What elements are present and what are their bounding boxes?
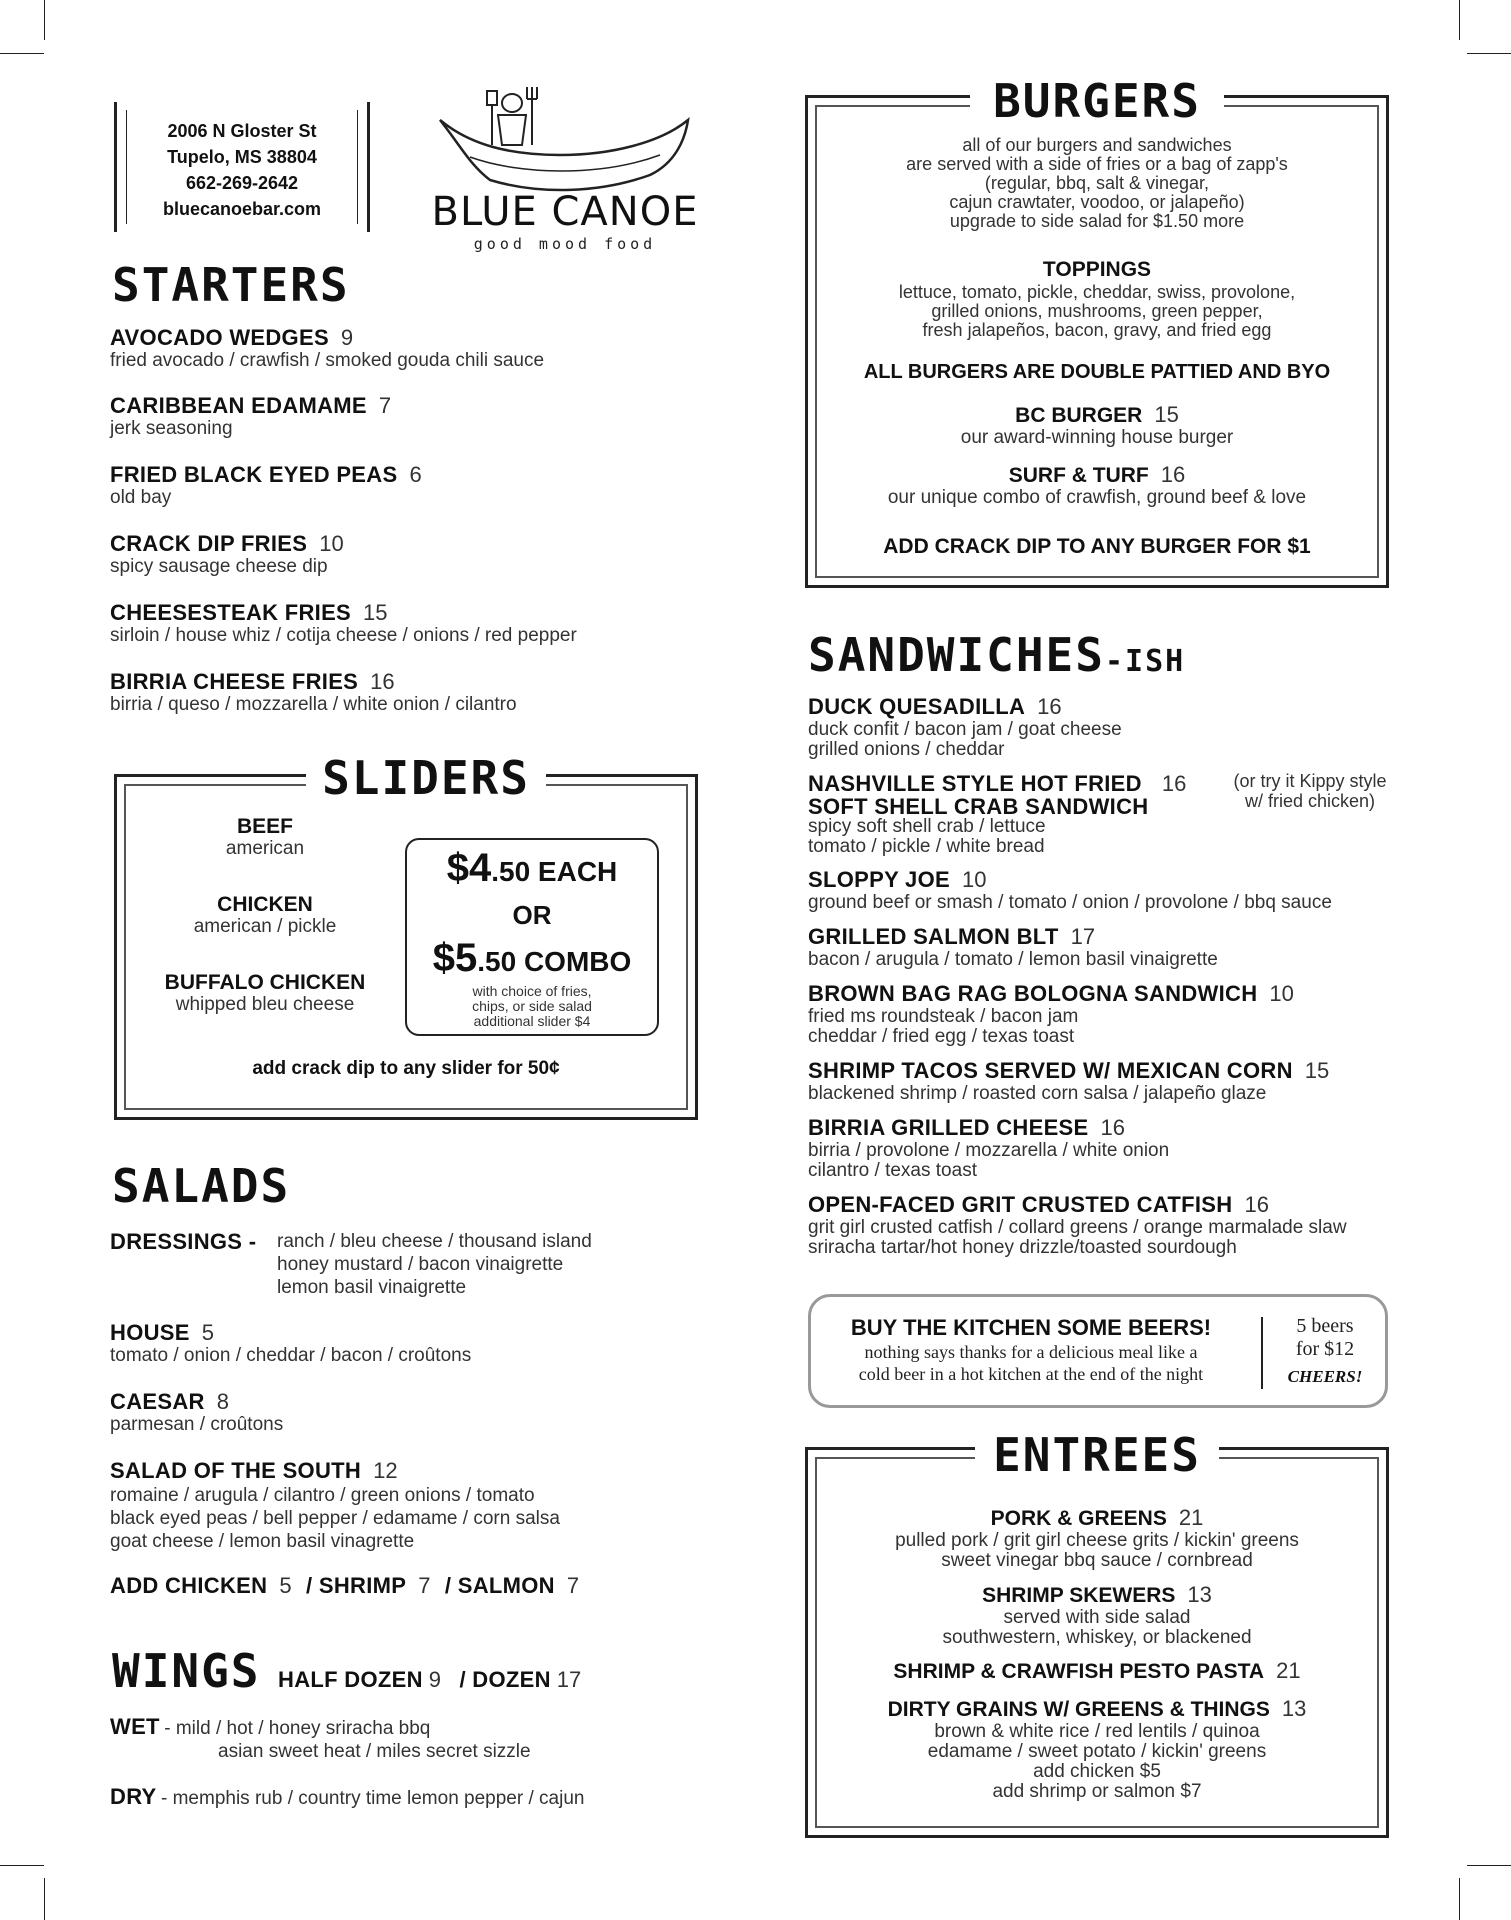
list-item	[110, 393, 391, 439]
dry-label: DRY	[110, 1784, 157, 1809]
item-desc: fried ms roundsteak / bacon jam	[808, 1006, 1079, 1027]
item-desc: bacon / arugula / tomato / lemon basil vinaigrette	[808, 949, 1218, 970]
kippy-note-line: (or try it Kippy style	[1233, 771, 1387, 791]
wings-half: HALF DOZEN	[278, 1667, 423, 1692]
beers-line: nothing says thanks for a delicious meal like a	[864, 1342, 1198, 1362]
item-name: CHEESESTEAK FRIES	[110, 600, 352, 625]
add-chicken-price: 5	[279, 1573, 292, 1598]
list-item	[808, 694, 1122, 760]
list-item	[110, 325, 544, 371]
item-desc: black eyed peas / bell pepper / edamame / corn salsa	[110, 1508, 560, 1529]
wet-flavors: - mild / hot / honey sriracha bbq	[164, 1718, 431, 1739]
item-name: SHRIMP & CRAWFISH PESTO PASTA	[893, 1660, 1265, 1683]
address-website[interactable]: bluecanoebar.com	[162, 199, 322, 219]
item-desc: sweet vinegar bbq sauce / cornbread	[941, 1550, 1253, 1571]
intro-line: are served with a side of fries or a bag of zapp's	[906, 154, 1288, 174]
wings-half-price: 9	[428, 1667, 442, 1692]
salads-title: SALADS	[112, 1159, 291, 1213]
item-desc: add shrimp or salmon $7	[992, 1781, 1202, 1802]
wings-wet	[110, 1714, 430, 1740]
list-item	[808, 981, 1294, 1047]
item-price: 8	[216, 1389, 229, 1414]
address-phone[interactable]: 662-269-2642	[185, 173, 299, 193]
sandwiches-heading	[808, 628, 1186, 682]
dressing-line: lemon basil vinaigrette	[277, 1277, 467, 1298]
slider-desc: american / pickle	[193, 916, 337, 937]
item-desc: brown & white rice / red lentils / quinoa	[934, 1721, 1260, 1742]
item-name: SLOPPY JOE	[808, 867, 950, 892]
list-item	[808, 1115, 1169, 1181]
list-item	[808, 867, 1332, 913]
toppings-title: TOPPINGS	[1042, 258, 1152, 281]
item-price: 10	[319, 531, 344, 556]
list-item	[110, 669, 517, 715]
item-name: PORK & GREENS	[990, 1507, 1167, 1530]
list-item	[110, 1320, 471, 1366]
item-price: 12	[373, 1458, 398, 1483]
item-name: SURF & TURF	[1008, 464, 1149, 487]
beers-cheers: CHEERS!	[1287, 1367, 1363, 1386]
item-name: GRILLED SALMON BLT	[808, 924, 1059, 949]
salad-add-ons	[110, 1573, 579, 1599]
kippy-note	[1210, 771, 1410, 811]
slider-name: CHICKEN	[217, 893, 313, 916]
item-price: 16	[1244, 1192, 1269, 1217]
buy-kitchen-beers-box	[808, 1294, 1388, 1408]
price-each-cents: .50 EACH	[491, 856, 618, 887]
item-desc: old bay	[110, 487, 172, 508]
wings-dozen: / DOZEN	[459, 1667, 551, 1692]
item-desc: jerk seasoning	[110, 418, 233, 439]
item-desc: ground beef or smash / tomato / onion / provolone / bbq sauce	[808, 892, 1332, 913]
toppings-list	[815, 283, 1379, 340]
item-price: 5	[201, 1320, 214, 1345]
intro-line: upgrade to side salad for $1.50 more	[949, 211, 1245, 231]
entree-item	[815, 1582, 1379, 1648]
item-desc: parmesan / croûtons	[110, 1414, 284, 1435]
burgers-intro	[815, 136, 1379, 231]
item-name: NASHVILLE STYLE HOT FRIED	[808, 771, 1142, 796]
intro-line: cajun crawtater, voodoo, or jalapeño)	[949, 192, 1245, 212]
price-each-dollars: $4	[446, 846, 492, 890]
item-name: SHRIMP SKEWERS	[982, 1584, 1176, 1607]
wings-dozen-price: 17	[556, 1667, 582, 1692]
topping-line: grilled onions, mushrooms, green pepper,	[931, 301, 1263, 321]
item-desc: pulled pork / grit girl cheese grits / kickin' greens	[895, 1530, 1299, 1551]
list-item	[110, 600, 577, 646]
beers-title: BUY THE KITCHEN SOME BEERS!	[850, 1315, 1212, 1340]
item-desc: add chicken $5	[1033, 1761, 1161, 1782]
slider-item	[130, 893, 400, 937]
list-item	[110, 462, 422, 508]
list-item	[110, 1389, 283, 1435]
item-name: FRIED BLACK EYED PEAS	[110, 462, 398, 487]
slider-name: BUFFALO CHICKEN	[164, 971, 366, 994]
entree-item	[815, 1696, 1379, 1802]
item-name: BIRRIA GRILLED CHEESE	[808, 1115, 1089, 1140]
item-desc: cheddar / fried egg / texas toast	[808, 1026, 1075, 1047]
item-price: 16	[1160, 462, 1186, 487]
slider-item	[130, 971, 400, 1015]
list-item	[110, 1458, 560, 1553]
add-shrimp-price: 7	[418, 1573, 431, 1598]
beers-line: cold beer in a hot kitchen at the end of the night	[858, 1364, 1204, 1384]
item-desc: edamame / sweet potato / kickin' greens	[927, 1741, 1267, 1762]
logo-name: BLUE CANOE	[431, 189, 699, 235]
item-desc: our award-winning house burger	[960, 427, 1234, 448]
dressings-label: DRESSINGS -	[110, 1229, 257, 1254]
entree-item	[815, 1505, 1379, 1571]
list-item	[808, 1058, 1329, 1104]
canoe-icon	[430, 85, 700, 195]
burgers-title: BURGERS	[970, 78, 1224, 124]
address-city: Tupelo, MS 38804	[167, 147, 317, 167]
item-desc: goat cheese / lemon basil vinagrette	[110, 1531, 415, 1552]
item-name: HOUSE	[110, 1320, 190, 1345]
dressing-line: honey mustard / bacon vinaigrette	[277, 1254, 564, 1275]
item-price: 16	[1100, 1115, 1125, 1140]
item-desc: blackened shrimp / roasted corn salsa / jalapeño glaze	[808, 1083, 1267, 1104]
item-desc: grit girl crusted catfish / collard greens / orange marmalade slaw	[808, 1217, 1347, 1238]
dressings-block	[110, 1229, 256, 1255]
slider-desc: whipped bleu cheese	[175, 994, 355, 1015]
slider-item	[130, 815, 400, 859]
item-desc: romaine / arugula / cilantro / green onions / tomato	[110, 1485, 535, 1506]
item-price: 13	[1281, 1696, 1307, 1721]
list-item	[808, 1192, 1347, 1258]
topping-line: fresh jalapeños, bacon, gravy, and fried egg	[922, 320, 1272, 340]
dressing-line: ranch / bleu cheese / thousand island	[277, 1231, 592, 1252]
wings-pricing	[278, 1667, 581, 1693]
list-item	[808, 924, 1218, 970]
wet-label: WET	[110, 1714, 160, 1739]
add-shrimp: / SHRIMP	[306, 1573, 407, 1598]
item-desc: birria / provolone / mozzarella / white onion	[808, 1140, 1170, 1161]
item-name: CRACK DIP FRIES	[110, 531, 308, 556]
item-desc: grilled onions / cheddar	[808, 739, 1005, 760]
starters-title: STARTERS	[112, 258, 350, 312]
item-desc: spicy sausage cheese dip	[110, 556, 328, 577]
item-price: 16	[370, 669, 395, 694]
burgers-footer: ADD CRACK DIP TO ANY BURGER FOR $1	[883, 535, 1311, 558]
address-block	[114, 102, 370, 232]
item-price: 17	[1070, 924, 1096, 949]
item-desc: fried avocado / crawfish / smoked gouda chili sauce	[110, 350, 545, 371]
item-name: DUCK QUESADILLA	[808, 694, 1026, 719]
slider-price-box	[405, 838, 659, 1036]
combo-note: with choice of fries,	[472, 983, 592, 999]
sliders-footer: add crack dip to any slider for 50¢	[252, 1058, 560, 1079]
item-price: 7	[378, 393, 392, 418]
kippy-note-line: w/ fried chicken)	[1244, 791, 1376, 811]
item-price: 10	[961, 867, 987, 892]
list-item	[808, 771, 1186, 857]
item-desc: served with side salad	[1003, 1607, 1191, 1628]
wet-flavors-2: asian sweet heat / miles secret sizzle	[218, 1741, 531, 1762]
item-desc: tomato / pickle / white bread	[808, 836, 1045, 857]
add-salmon-price: 7	[566, 1573, 580, 1598]
beers-offer: for $12	[1295, 1338, 1355, 1360]
slider-name: BEEF	[236, 815, 293, 838]
blue-canoe-logo	[430, 85, 700, 255]
price-combo-cents: .50 COMBO	[477, 946, 632, 977]
item-price: 9	[340, 325, 354, 350]
topping-line: lettuce, tomato, pickle, cheddar, swiss, provolone,	[898, 282, 1296, 302]
item-desc: duck confit / bacon jam / goat cheese	[808, 719, 1122, 740]
item-price: 21	[1276, 1658, 1301, 1683]
item-desc: sirloin / house whiz / cotija cheese / onions / red pepper	[110, 625, 577, 646]
wings-dry	[110, 1784, 584, 1810]
item-desc: southwestern, whiskey, or blackened	[942, 1627, 1252, 1648]
sandwiches-title: SANDWICHES	[808, 628, 1105, 682]
item-name: AVOCADO WEDGES	[110, 325, 329, 350]
item-desc: spicy soft shell crab / lettuce	[808, 816, 1046, 837]
item-name-line2: SOFT SHELL CRAB SANDWICH	[808, 794, 1149, 819]
item-price: 13	[1187, 1582, 1212, 1607]
item-name: OPEN-FACED GRIT CRUSTED CATFISH	[808, 1192, 1233, 1217]
address-street: 2006 N Gloster St	[167, 121, 317, 141]
item-price: 6	[409, 462, 422, 487]
item-name: DIRTY GRAINS W/ GREENS & THINGS	[887, 1698, 1270, 1721]
item-name: BC BURGER	[1015, 404, 1143, 427]
price-or: OR	[512, 900, 552, 930]
intro-line: all of our burgers and sandwiches	[962, 135, 1232, 155]
beers-offer: 5 beers	[1296, 1315, 1354, 1337]
burger-item	[815, 462, 1379, 508]
sandwiches-suffix: -ISH	[1104, 644, 1186, 679]
item-price: 21	[1178, 1505, 1204, 1530]
item-name: SALAD OF THE SOUTH	[110, 1458, 362, 1483]
item-price: 15	[363, 600, 388, 625]
combo-note: chips, or side salad	[472, 998, 592, 1014]
item-name: SHRIMP TACOS SERVED W/ MEXICAN CORN	[808, 1058, 1293, 1083]
double-pattied-note: ALL BURGERS ARE DOUBLE PATTIED AND BYO	[863, 361, 1331, 383]
item-price: 16	[1161, 771, 1187, 796]
item-desc: birria / queso / mozzarella / white onion / cilantro	[110, 694, 517, 715]
item-name: BIRRIA CHEESE FRIES	[110, 669, 359, 694]
list-item	[110, 531, 344, 577]
item-desc: cilantro / texas toast	[808, 1160, 977, 1181]
sliders-title: SLIDERS	[306, 755, 546, 801]
wings-title: WINGS	[112, 1644, 261, 1698]
beers-divider	[1261, 1317, 1263, 1389]
add-salmon: / SALMON	[444, 1573, 555, 1598]
item-price: 16	[1037, 694, 1062, 719]
item-price: 10	[1269, 981, 1294, 1006]
add-chicken: ADD CHICKEN	[110, 1573, 268, 1598]
item-name: BROWN BAG RAG BOLOGNA SANDWICH	[808, 981, 1258, 1006]
intro-line: (regular, bbq, salt & vinegar,	[984, 173, 1210, 193]
price-combo-dollars: $5	[432, 936, 478, 980]
logo-tagline: good mood food	[473, 235, 657, 253]
entree-item	[815, 1658, 1379, 1684]
item-name: CAESAR	[110, 1389, 205, 1414]
burger-item	[815, 402, 1379, 448]
item-desc: our unique combo of crawfish, ground beef & love	[887, 487, 1307, 508]
slider-desc: american	[225, 838, 305, 859]
item-desc: tomato / onion / cheddar / bacon / croûtons	[110, 1345, 472, 1366]
dry-flavors: - memphis rub / country time lemon pepper / cajun	[161, 1788, 585, 1809]
item-name: CARIBBEAN EDAMAME	[110, 393, 367, 418]
item-price: 15	[1304, 1058, 1330, 1083]
item-desc: sriracha tartar/hot honey drizzle/toasted sourdough	[808, 1237, 1237, 1258]
entrees-title: ENTREES	[975, 1432, 1219, 1478]
combo-note: additional slider $4	[473, 1013, 591, 1029]
item-price: 15	[1154, 402, 1179, 427]
